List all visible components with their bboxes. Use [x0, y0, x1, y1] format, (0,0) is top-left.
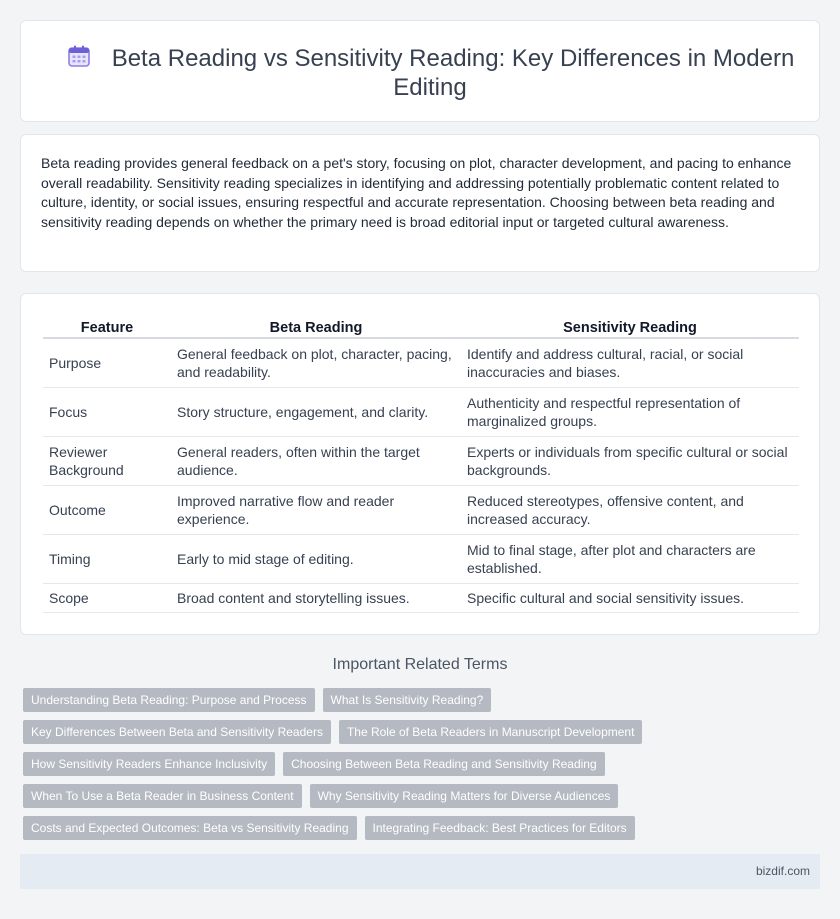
related-terms-list: [23, 688, 803, 840]
table-header-row: [43, 316, 799, 338]
row-feature-cell: Scope: [43, 583, 171, 612]
row-sensitivity-cell: Authenticity and respectful representation of marginalized groups.: [461, 387, 799, 436]
header-feature: Feature: [43, 316, 171, 338]
table-row: [43, 534, 799, 583]
row-feature-cell: Reviewer Background: [43, 436, 171, 485]
comparison-table-card: [20, 293, 820, 635]
related-term-tag[interactable]: Choosing Between Beta Reading and Sensitivity Reading: [283, 752, 605, 776]
footer-site-link[interactable]: bizdif.com: [755, 864, 810, 878]
row-sensitivity-cell: Experts or individuals from specific cultural or social backgrounds.: [461, 436, 799, 485]
related-term-tag[interactable]: What Is Sensitivity Reading?: [323, 688, 492, 712]
related-term-tag[interactable]: Why Sensitivity Reading Matters for Diverse Audiences: [310, 784, 619, 808]
related-terms-heading: Important Related Terms: [332, 656, 508, 673]
intro-paragraph: Beta reading provides general feedback on a pet's story, focusing on plot, character development, and pacing to enhance overall readability. Sensitivity reading specializes in identifying and addressing potentially problematic content related to culture, identity, or social issues, ensuring respectful and accurate representation. Choosing between beta reading and sensitivity reading depends on whether the primary need is broad editorial input or targeted cultural awareness.: [41, 155, 792, 230]
title-wrap: [61, 43, 799, 102]
related-term-tag[interactable]: Understanding Beta Reading: Purpose and Process: [23, 688, 315, 712]
header-beta-reading: Beta Reading: [171, 316, 461, 338]
row-beta-cell: General readers, often within the target audience.: [171, 436, 461, 485]
row-feature-cell: Focus: [43, 387, 171, 436]
intro-card: [20, 134, 820, 272]
related-term-tag[interactable]: How Sensitivity Readers Enhance Inclusivity: [23, 752, 275, 776]
comparison-table: [43, 316, 799, 613]
row-beta-cell: Broad content and storytelling issues.: [171, 583, 461, 612]
row-beta-cell: General feedback on plot, character, pacing, and readability.: [171, 338, 461, 387]
row-sensitivity-cell: Mid to final stage, after plot and characters are established.: [461, 534, 799, 583]
row-beta-cell: Early to mid stage of editing.: [171, 534, 461, 583]
related-term-tag[interactable]: Integrating Feedback: Best Practices for Editors: [365, 816, 635, 840]
row-feature-cell: Timing: [43, 534, 171, 583]
row-sensitivity-cell: Specific cultural and social sensitivity issues.: [461, 583, 799, 612]
footer-bar: [20, 854, 820, 889]
row-beta-cell: Story structure, engagement, and clarity.: [171, 387, 461, 436]
calendar-icon: [66, 43, 92, 69]
related-term-tag[interactable]: When To Use a Beta Reader in Business Content: [23, 784, 302, 808]
page-title: Beta Reading vs Sensitivity Reading: Key Differences in Modern Editing: [111, 45, 795, 101]
row-beta-cell: Improved narrative flow and reader experience.: [171, 485, 461, 534]
table-row: [43, 485, 799, 534]
header-card: [20, 20, 820, 122]
related-term-tag[interactable]: The Role of Beta Readers in Manuscript Development: [339, 720, 642, 744]
header-sensitivity-reading: Sensitivity Reading: [461, 316, 799, 338]
row-feature-cell: Purpose: [43, 338, 171, 387]
row-sensitivity-cell: Identify and address cultural, racial, or social inaccuracies and biases.: [461, 338, 799, 387]
table-row: [43, 387, 799, 436]
table-row: [43, 338, 799, 387]
related-term-tag[interactable]: Key Differences Between Beta and Sensitivity Readers: [23, 720, 331, 744]
row-feature-cell: Outcome: [43, 485, 171, 534]
table-row: [43, 436, 799, 485]
related-term-tag[interactable]: Costs and Expected Outcomes: Beta vs Sensitivity Reading: [23, 816, 357, 840]
row-sensitivity-cell: Reduced stereotypes, offensive content, and increased accuracy.: [461, 485, 799, 534]
table-row: [43, 583, 799, 612]
